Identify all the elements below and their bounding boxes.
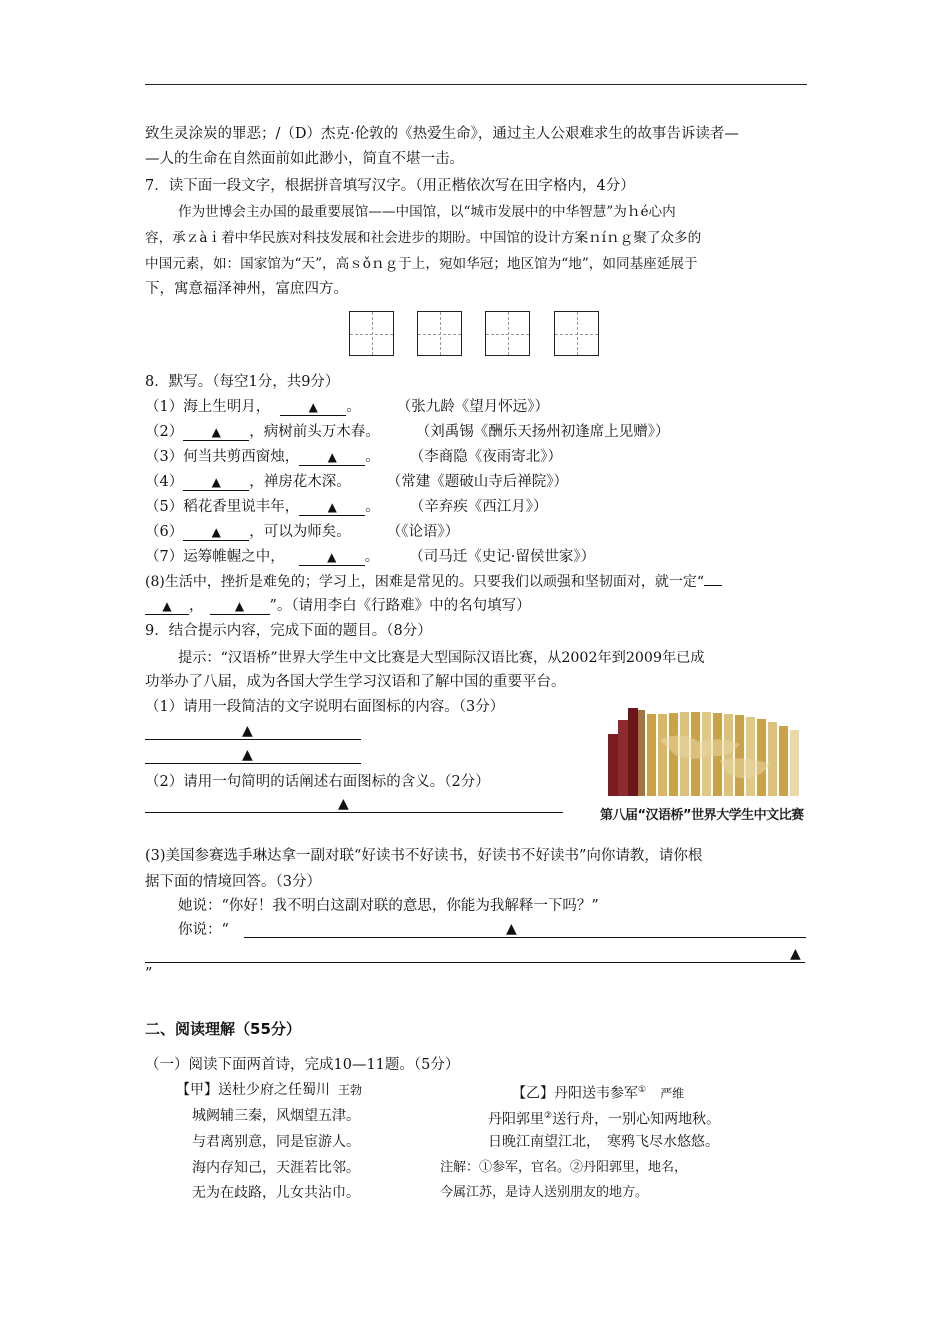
hanyuqiao-logo — [600, 700, 808, 828]
q9-hint-line: 提示：“汉语桥”世界大学生中文比赛是大型国际汉语比赛，从2002年到2009年已成 — [178, 650, 705, 666]
poem-jia-line: 城阙辅三秦，风烟望五津。 — [192, 1108, 360, 1124]
poem-jia-title: 【甲】送杜少府之任蜀川 王勃 — [176, 1082, 363, 1098]
tianzige-box-2[interactable] — [417, 311, 462, 356]
answer-blank[interactable]: ▲ — [183, 474, 249, 491]
q8-item-8-continued: ▲ ， ▲ ”。（请用李白《行路难》中的名句填写） — [145, 596, 531, 616]
question-9-title: 9．结合提示内容，完成下面的题目。（8分） — [145, 623, 432, 639]
answer-blank[interactable]: ▲ — [183, 524, 249, 541]
answer-line[interactable] — [145, 739, 361, 740]
answer-marker: ▲ — [242, 723, 253, 739]
section-2-part-1: （一）阅读下面两首诗，完成10—11题。（5分） — [145, 1057, 460, 1073]
answer-marker: ▲ — [506, 921, 517, 937]
poem-jia-line: 海内存知己，天涯若比邻。 — [192, 1160, 360, 1176]
q8-item-6: （6） ▲ ，可以为师矣。 （《论语》） — [145, 524, 460, 540]
poem-note: 今属江苏，是诗人送别朋友的地方。 — [440, 1185, 649, 1200]
answer-marker: ▲ — [242, 747, 253, 763]
q9-sub-3: (3)美国参赛选手琳达拿一副对联“好读书不好读书，好读书不好读书”向你请教，请你根 — [145, 848, 703, 864]
answer-blank[interactable]: ▲ — [299, 549, 365, 566]
dialogue-you: 你说：“ — [178, 922, 229, 938]
q7-paragraph-line: 下，寓意福泽神州，富庶四方。 — [145, 281, 348, 297]
answer-line[interactable] — [145, 962, 805, 963]
q8-item-5: （5）稻花香里说丰年， ▲ 。 （辛弃疾《西江月》） — [145, 499, 548, 515]
tianzige-box-4[interactable] — [554, 311, 599, 356]
answer-blank[interactable]: ▲ — [210, 598, 270, 615]
closing-quote: ” — [145, 966, 153, 982]
section-2-title: 二、阅读理解（55分） — [145, 1020, 301, 1038]
q9-sub-3-continued: 据下面的情境回答。（3分） — [145, 874, 321, 890]
q9-sub-2: （2）请用一句简明的话阐述右面图标的含义。（2分） — [145, 774, 490, 790]
answer-blank[interactable]: ▲ — [145, 598, 189, 615]
q8-item-2: （2） ▲ ，病树前头万木春。 （刘禹锡《酬乐天扬州初逢席上见赠》） — [145, 424, 670, 440]
q8-item-8: (8)生活中，挫折是难免的；学习上，困难是常见的。只要我们以顽强和坚韧面对，就一定“ — [145, 572, 722, 592]
answer-line[interactable] — [145, 763, 361, 764]
poem-yi-line: 丹阳郭里②送行舟，一别心知两地秋。 — [488, 1111, 721, 1128]
answer-marker: ▲ — [790, 946, 801, 962]
tianzige-box-3[interactable] — [485, 311, 530, 356]
poem-note: 注解：①参军，官名。②丹阳郭里，地名， — [440, 1160, 688, 1175]
answer-blank[interactable]: ▲ — [299, 499, 365, 516]
q7-paragraph-line: 中国元素，如：国家馆为“天”，高ｓǒｎｇ于上，宛如华冠；地区馆为“地”，如同基座延展于 — [145, 256, 698, 272]
q8-item-3: （3）何当共剪西窗烛， ▲ 。 （李商隐《夜雨寄北》） — [145, 449, 562, 465]
text-line: —人的生命在自然面前如此渺小，简直不堪一击。 — [145, 151, 464, 167]
q9-sub-1: （1）请用一段简洁的文字说明右面图标的内容。（3分） — [145, 699, 505, 715]
q7-paragraph-line: 容，承ｚàｉ着中华民族对科技发展和社会进步的期盼。中国馆的设计方案ｎíｎｇ聚了众多的 — [145, 230, 702, 246]
answer-blank[interactable] — [704, 585, 722, 586]
answer-blank[interactable]: ▲ — [280, 399, 346, 416]
tianzige-box-1[interactable] — [349, 311, 394, 356]
poem-jia-line: 无为在歧路，儿女共沾巾。 — [192, 1185, 360, 1201]
answer-blank[interactable]: ▲ — [183, 424, 249, 441]
q8-item-1: （1）海上生明月， ▲ 。 （张九龄《望月怀远》） — [145, 399, 549, 415]
poem-yi-title: 【乙】丹阳送韦参军① 严维 — [512, 1085, 685, 1102]
q8-item-4: （4） ▲ ，禅房花木深。 （常建《题破山寺后禅院》） — [145, 474, 568, 490]
text-line: 致生灵涂炭的罪恶；/（D）杰克·伦敦的《热爱生命》，通过主人公艰难求生的故事告诉读者— — [145, 126, 739, 142]
header-rule — [145, 84, 807, 85]
answer-line[interactable] — [145, 812, 563, 813]
q9-hint-line: 功举办了八届，成为各国大学生学习汉语和了解中国的重要平台。 — [145, 674, 566, 690]
answer-line[interactable] — [244, 937, 806, 938]
answer-marker: ▲ — [338, 796, 349, 812]
poem-jia-line: 与君离别意，同是宦游人。 — [192, 1134, 360, 1150]
q7-paragraph-line: 作为世博会主办国的最重要展馆——中国馆，以“城市发展中的中华智慧”为ｈé心内 — [178, 204, 676, 220]
answer-blank[interactable]: ▲ — [299, 449, 365, 466]
dialogue-she: 她说：“你好！我不明白这副对联的意思，你能为我解释一下吗？” — [178, 898, 599, 914]
poem-yi-line: 日晚江南望江北， 寒鸦飞尽水悠悠。 — [488, 1134, 719, 1150]
question-7-title: 7．读下面一段文字，根据拼音填写汉字。（用正楷依次写在田字格内，4分） — [145, 178, 635, 194]
question-8-title: 8．默写。（每空1分，共9分） — [145, 374, 340, 390]
logo-caption: 第八届“汉语桥”世界大学生中文比赛 — [600, 808, 804, 823]
q8-item-7: （7）运筹帷幄之中， ▲ 。 （司马迁《史记·留侯世家》） — [145, 549, 596, 565]
